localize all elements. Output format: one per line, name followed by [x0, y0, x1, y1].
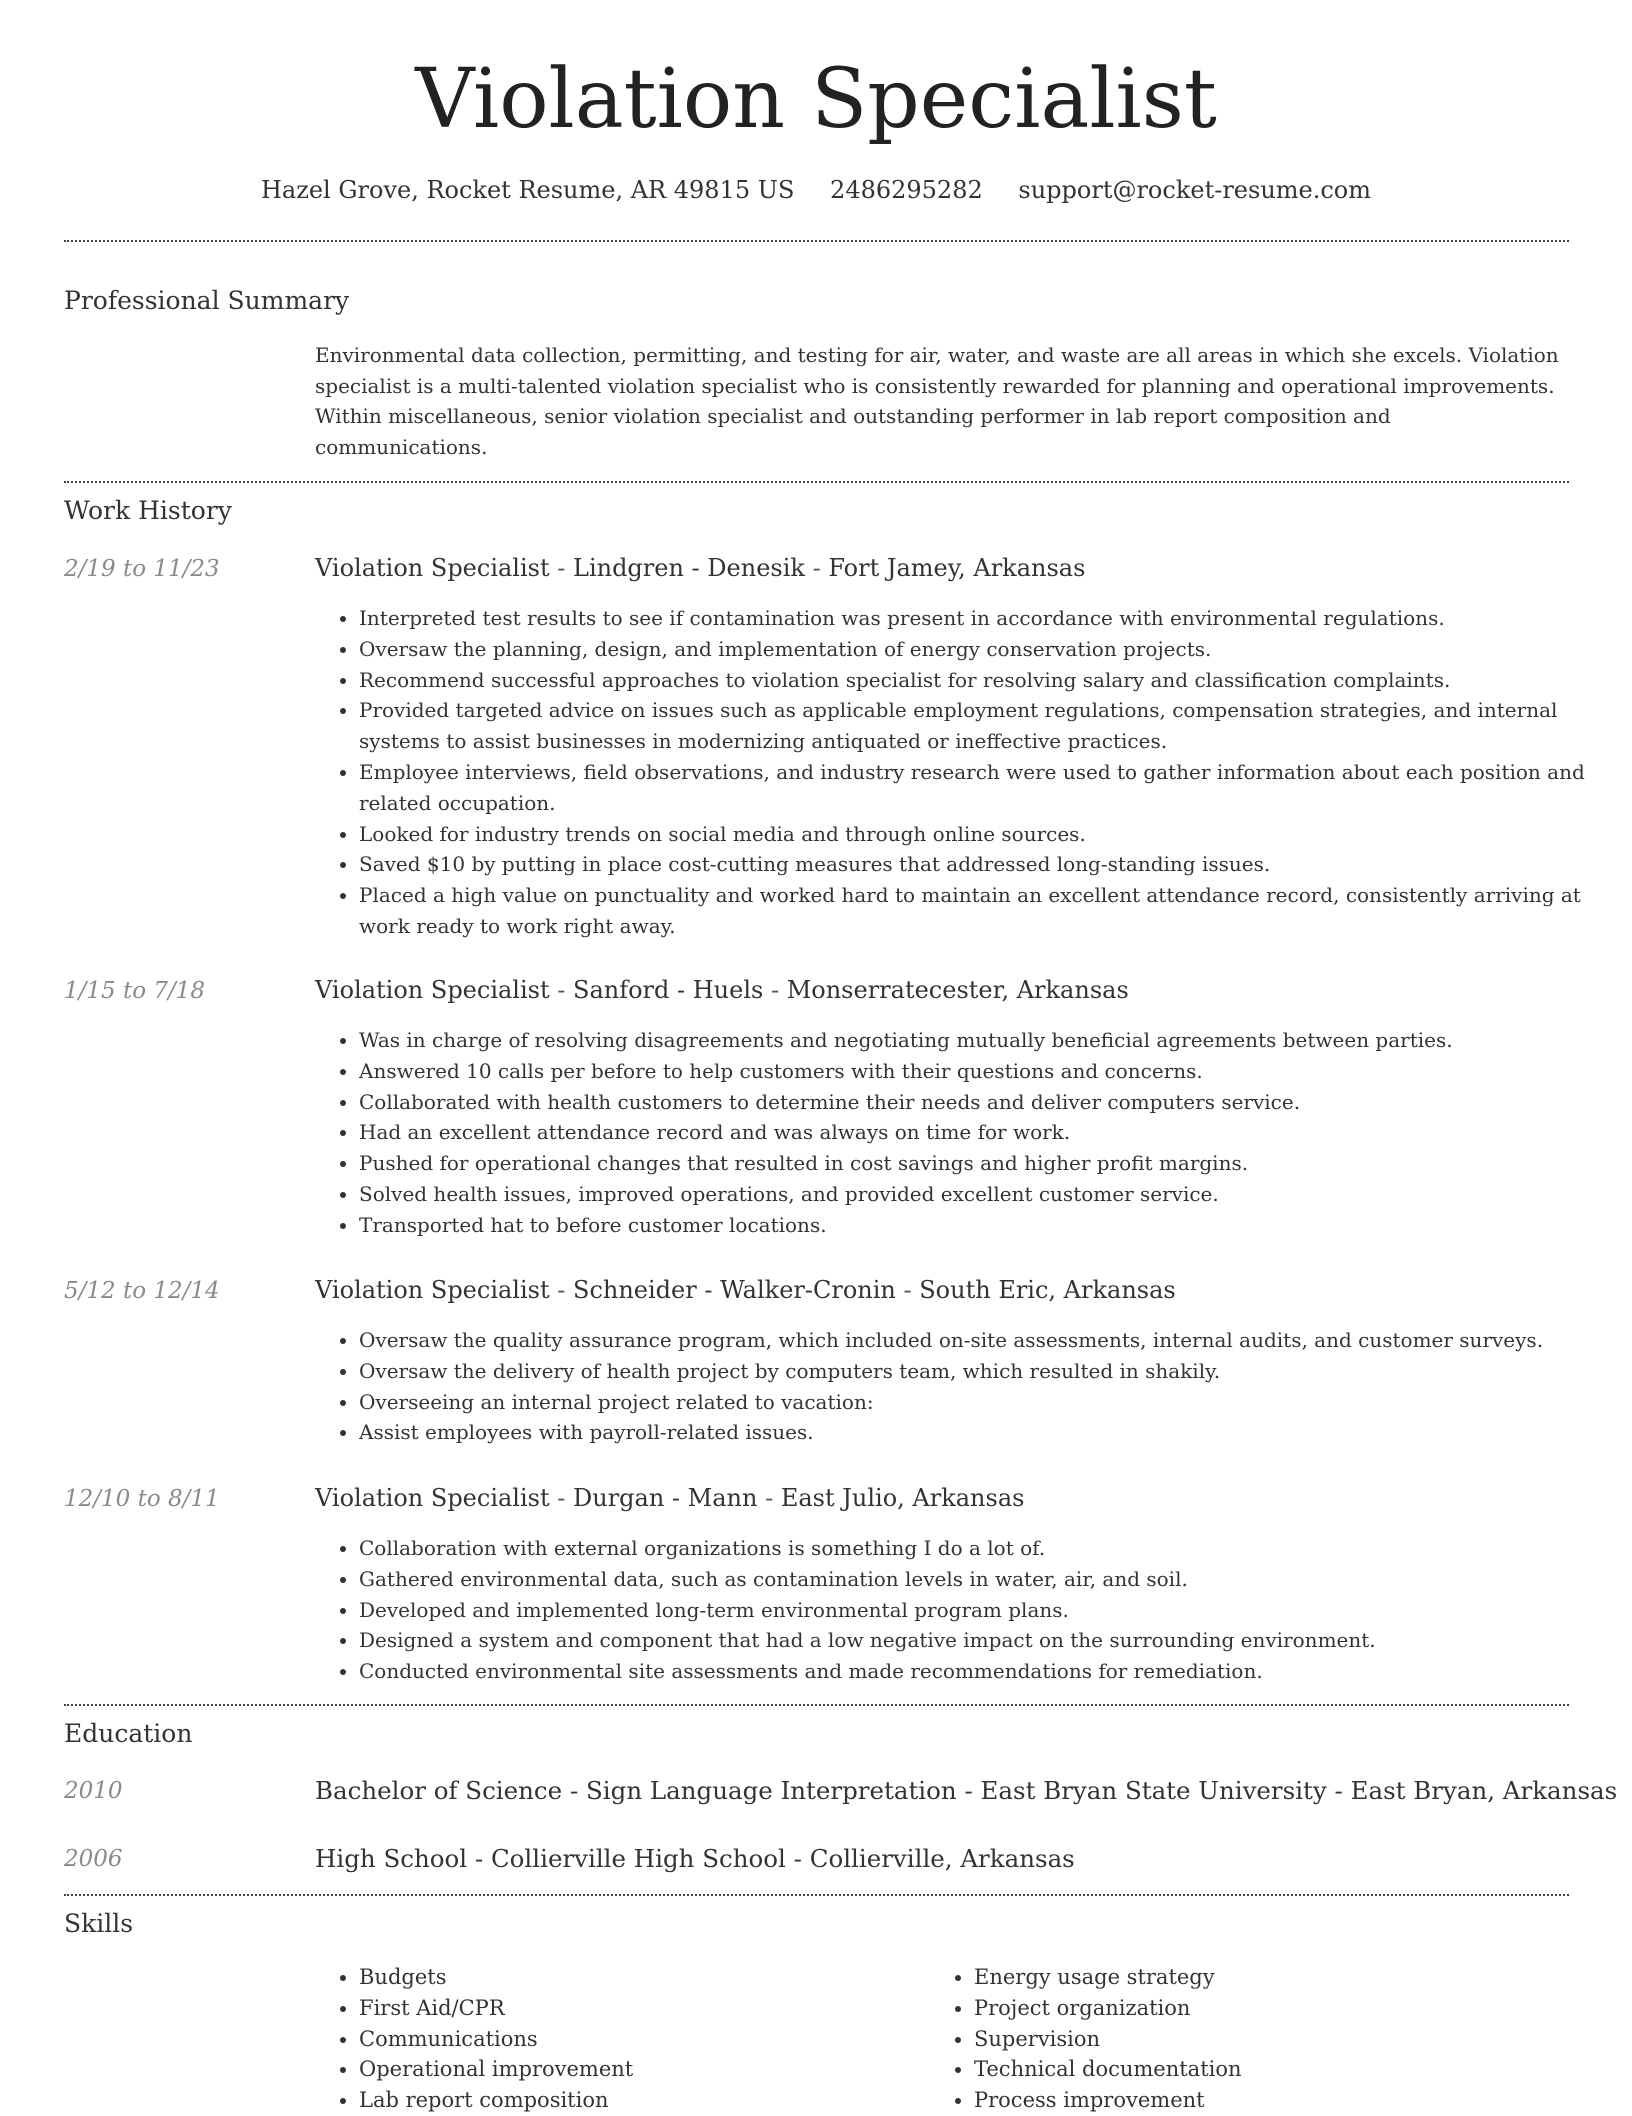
job-bullets — [315, 1025, 1609, 1241]
list-item: • Transported hat to before customer locations. — [359, 1210, 1609, 1241]
work-history-heading: Work History — [64, 496, 232, 525]
list-item: • Collaborated with health customers to determine their needs and deliver computers service. — [359, 1087, 1609, 1118]
job-heading: Violation Specialist - Durgan - Mann - East Julio, Arkansas — [315, 1484, 1025, 1512]
list-item: • Saved $10 by putting in place cost-cutting measures that addressed long-standing issues. — [359, 849, 1609, 880]
skill-item: • Process improvement — [974, 2085, 1574, 2116]
list-item: • Pushed for operational changes that resulted in cost savings and higher profit margins. — [359, 1148, 1609, 1179]
education-degree: Bachelor of Science — [315, 1776, 563, 1805]
section-divider — [64, 481, 1569, 483]
skill-item: • Energy usage strategy — [974, 1962, 1574, 1993]
job-title: Violation Specialist — [315, 976, 550, 1004]
candidate-name: Violation Specialist — [415, 52, 1217, 147]
skill-item: • Lab report composition — [359, 2085, 959, 2116]
list-item: • Looked for industry trends on social media and through online sources. — [359, 819, 1609, 850]
job-company: Lindgren - Denesik — [573, 554, 805, 582]
list-item: • Interpreted test results to see if contamination was present in accordance with environmental regulations. — [359, 603, 1609, 634]
skill-item: • Communications — [359, 2024, 959, 2055]
list-item: • Had an excellent attendance record and was always on time for work. — [359, 1117, 1609, 1148]
list-item: • Conducted environmental site assessments and made recommendations for remediation. — [359, 1656, 1609, 1687]
list-item: • Overseeing an internal project related to vacation: — [359, 1387, 1609, 1418]
job-title: Violation Specialist — [315, 554, 550, 582]
section-divider — [64, 1894, 1569, 1896]
education-heading: Education — [64, 1719, 193, 1748]
skills-list-left — [315, 1962, 959, 2116]
job-title: Violation Specialist — [315, 1484, 550, 1512]
job-location: South Eric, Arkansas — [919, 1276, 1176, 1304]
education-year: 2010 — [64, 1778, 123, 1804]
contact-address: Hazel Grove, Rocket Resume, AR 49815 US — [260, 176, 795, 204]
job-title: Violation Specialist — [315, 1276, 550, 1304]
education-location: East Bryan, Arkansas — [1350, 1776, 1618, 1805]
job-company: Sanford - Huels — [573, 976, 764, 1004]
education-entry: High School - Collierville High School - Collierville, Arkansas — [315, 1844, 1075, 1873]
list-item: • Collaboration with external organizations is something I do a lot of. — [359, 1533, 1609, 1564]
education-school: Collierville High School — [490, 1844, 786, 1873]
summary-text: Environmental data collection, permitting, and testing for air, water, and waste are all areas in which she excels. Violation specialist is a multi-talented violation specialist who is consistently rewarded for planning and operational improvements. Within miscellaneous, senior violation specialist and outstanding performer in lab report composition and communications. — [315, 343, 1559, 459]
education-location: Collierville, Arkansas — [809, 1844, 1075, 1873]
job-heading: Violation Specialist - Lindgren - Denesik - Fort Jamey, Arkansas — [315, 554, 1086, 582]
job-location: Monserratecester, Arkansas — [786, 976, 1129, 1004]
education-year: 2006 — [64, 1846, 123, 1872]
contact-email: support@rocket-resume.com — [1018, 176, 1372, 204]
list-item: • Oversaw the delivery of health project by computers team, which resulted in shakily. — [359, 1356, 1609, 1387]
skill-item: • Project organization — [974, 1993, 1574, 2024]
job-company: Durgan - Mann — [573, 1484, 758, 1512]
section-divider — [64, 1704, 1569, 1706]
list-item: • Developed and implemented long-term environmental program plans. — [359, 1595, 1609, 1626]
list-item: • Oversaw the quality assurance program, which included on-site assessments, internal audits, and customer surveys. — [359, 1325, 1609, 1356]
skill-item: • Operational improvement — [359, 2054, 959, 2085]
job-company: Schneider - Walker-Cronin — [573, 1276, 896, 1304]
list-item: • Recommend successful approaches to violation specialist for resolving salary and classification complaints. — [359, 665, 1609, 696]
list-item: • Assist employees with payroll-related issues. — [359, 1417, 1609, 1448]
education-entry: Bachelor of Science - Sign Language Interpretation - East Bryan State University - East Bryan, Arkansas — [315, 1776, 1618, 1805]
section-divider — [64, 240, 1569, 242]
job-dates: 12/10 to 8/11 — [64, 1486, 220, 1512]
skill-item: • Technical documentation — [974, 2054, 1574, 2085]
job-heading: Violation Specialist - Sanford - Huels - Monserratecester, Arkansas — [315, 976, 1129, 1004]
summary-heading: Professional Summary — [64, 286, 350, 315]
list-item: • Employee interviews, field observations, and industry research were used to gather information about each position and related occupation. — [359, 757, 1609, 819]
list-item: • Gathered environmental data, such as contamination levels in water, air, and soil. — [359, 1564, 1609, 1595]
contact-line — [0, 170, 1632, 210]
job-dates: 1/15 to 7/18 — [64, 978, 206, 1004]
job-bullets — [315, 1533, 1609, 1687]
job-heading: Violation Specialist - Schneider - Walker-Cronin - South Eric, Arkansas — [315, 1276, 1176, 1304]
list-item: • Solved health issues, improved operations, and provided excellent customer service. — [359, 1179, 1609, 1210]
job-location: East Julio, Arkansas — [780, 1484, 1025, 1512]
job-dates: 5/12 to 12/14 — [64, 1278, 220, 1304]
list-item: • Designed a system and component that had a low negative impact on the surrounding environment. — [359, 1625, 1609, 1656]
job-bullets — [315, 603, 1609, 942]
education-degree: High School — [315, 1844, 468, 1873]
job-dates: 2/19 to 11/23 — [64, 556, 220, 582]
job-bullets — [315, 1325, 1609, 1448]
list-item: • Placed a high value on punctuality and worked hard to maintain an excellent attendance record, consistently arriving at work ready to work right away. — [359, 880, 1609, 942]
skills-heading: Skills — [64, 1909, 134, 1938]
skill-item: • Budgets — [359, 1962, 959, 1993]
skills-list-right — [930, 1962, 1574, 2116]
list-item: • Provided targeted advice on issues such as applicable employment regulations, compensation strategies, and internal systems to assist businesses in modernizing antiquated or ineffective practices. — [359, 695, 1609, 757]
education-field: Sign Language Interpretation — [586, 1776, 957, 1805]
skill-item: • First Aid/CPR — [359, 1993, 959, 2024]
job-location: Fort Jamey, Arkansas — [828, 554, 1086, 582]
list-item: • Oversaw the planning, design, and implementation of energy conservation projects. — [359, 634, 1609, 665]
list-item: • Was in charge of resolving disagreements and negotiating mutually beneficial agreements between parties. — [359, 1025, 1609, 1056]
education-school: East Bryan State University — [980, 1776, 1327, 1805]
skill-item: • Supervision — [974, 2024, 1574, 2055]
list-item: • Answered 10 calls per before to help customers with their questions and concerns. — [359, 1056, 1609, 1087]
contact-phone: 2486295282 — [830, 176, 983, 204]
